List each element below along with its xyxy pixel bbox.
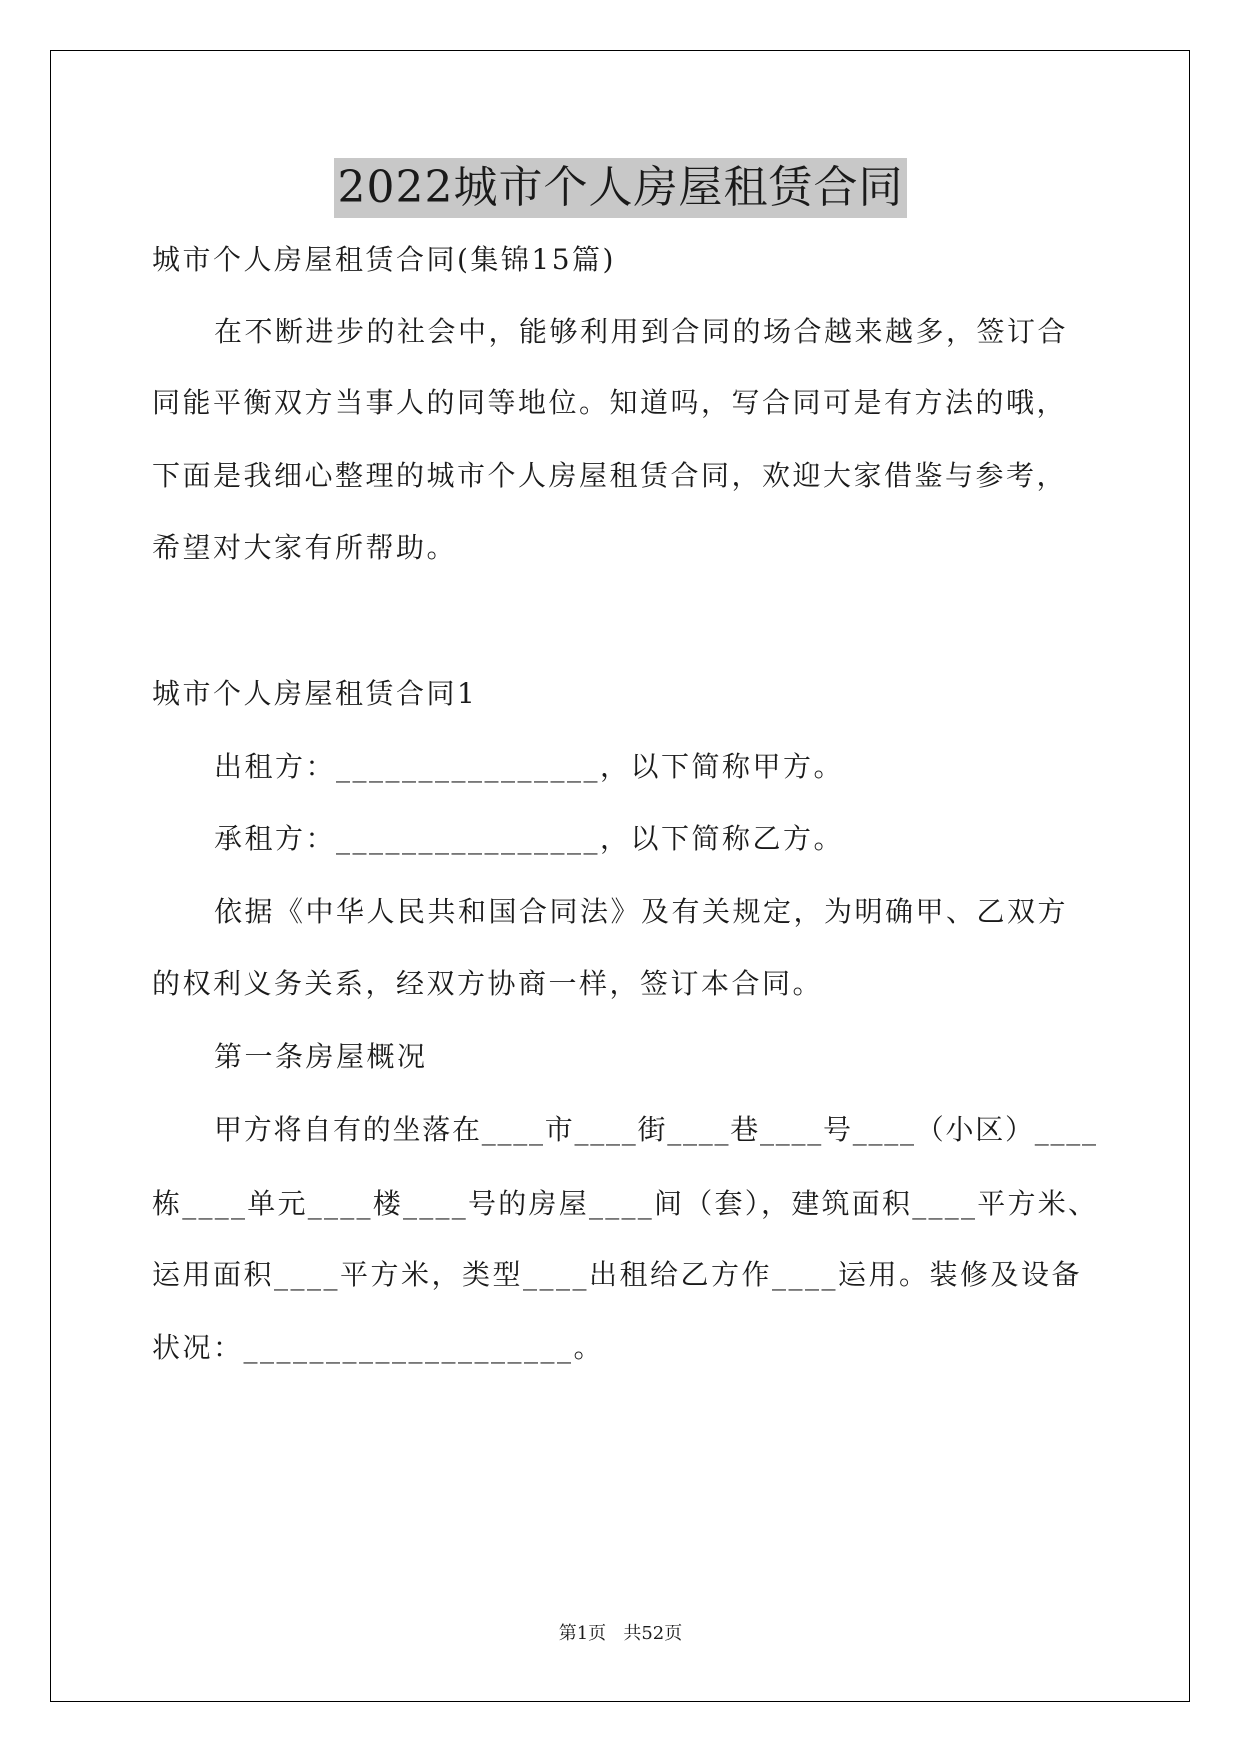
page-number-footer: 第1页 共52页 <box>558 1623 683 1644</box>
article-one-line-2: 栋____单元____楼____号的房屋____间（套），建筑面积____平方米、 <box>152 1187 1099 1220</box>
document-title-text: 2022城市个人房屋租赁合同 <box>334 158 908 218</box>
basis-line-2: 的权利义务关系，经双方协商一样，签订本合同。 <box>152 967 824 1000</box>
intro-line-2: 同能平衡双方当事人的同等地位。知道吗，写合同可是有方法的哦， <box>152 386 1068 419</box>
page-border <box>50 50 1190 1702</box>
section-heading: 城市个人房屋租赁合同1 <box>152 677 478 710</box>
document-subtitle: 城市个人房屋租赁合同(集锦15篇) <box>152 243 616 276</box>
intro-line-3: 下面是我细心整理的城市个人房屋租赁合同，欢迎大家借鉴与参考， <box>152 459 1068 492</box>
article-one-line-1: 甲方将自有的坐落在____市____街____巷____号____（小区）____ <box>214 1113 1098 1146</box>
lessee-line: 承租方：________________，以下简称乙方。 <box>214 822 845 855</box>
article-one-line-4: 状况：____________________。 <box>152 1331 605 1364</box>
article-one-line-3: 运用面积____平方米，类型____出租给乙方作____运用。装修及设备 <box>152 1258 1083 1291</box>
lessor-line: 出租方：________________，以下简称甲方。 <box>214 750 845 783</box>
document-title <box>0 158 1241 218</box>
basis-line-1: 依据《中华人民共和国合同法》及有关规定，为明确甲、乙双方 <box>214 895 1069 928</box>
article-one-heading: 第一条房屋概况 <box>214 1040 428 1073</box>
intro-line-4: 希望对大家有所帮助。 <box>152 531 458 564</box>
intro-line-1: 在不断进步的社会中，能够利用到合同的场合越来越多，签订合 <box>214 315 1069 348</box>
